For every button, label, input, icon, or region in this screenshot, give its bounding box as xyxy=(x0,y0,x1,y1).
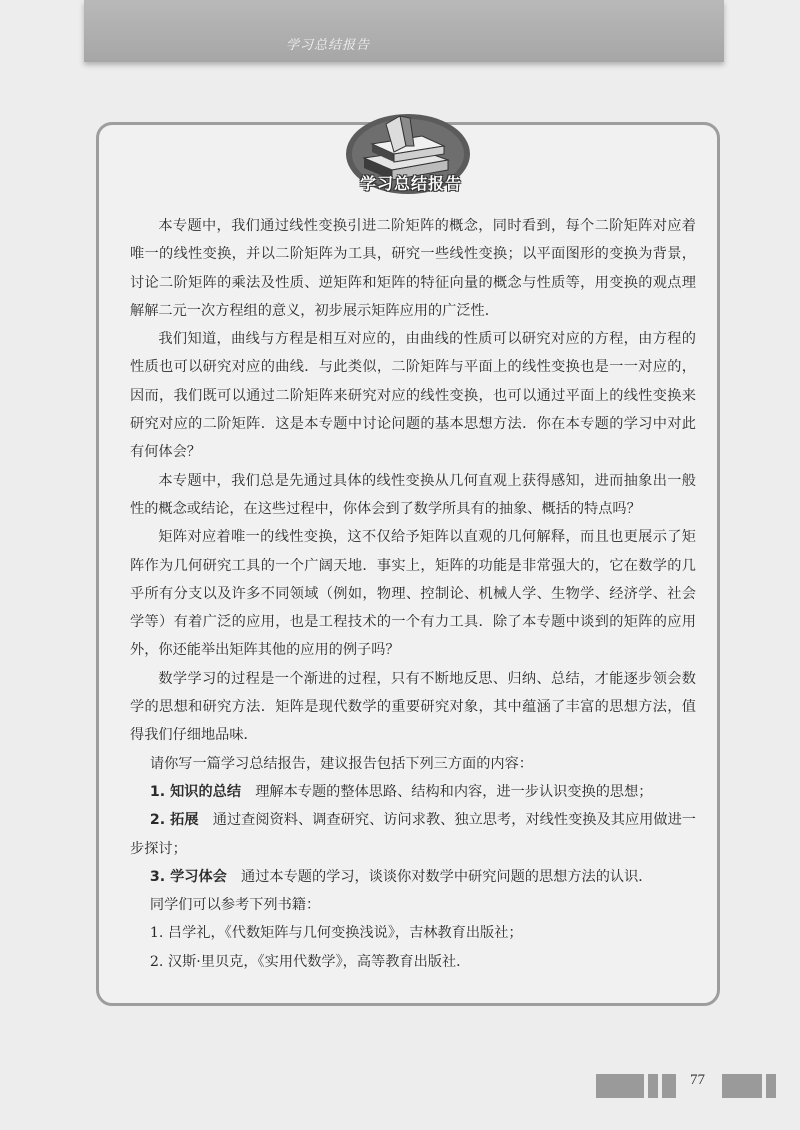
running-header-band xyxy=(84,0,724,62)
references-intro: 同学们可以参考下列书籍： xyxy=(149,897,321,914)
item-text: 理解本专题的整体思路、结构和内容，进一步认识变换的思想； xyxy=(255,783,653,800)
paragraph-intro: 本专题中，我们通过线性变换引进二阶矩阵的概念，同时看到，每个二阶矩阵对应着唯一的线性变换，并以二阶矩阵为工具，研究一些线性变换；以平面图形的变换为背景，讨论二阶矩阵的乘法及性质、逆矩阵和矩阵的特征向量的概念与性质等，用变换的观点理解解二元一次方程组的意义，初步展示矩阵应用的广泛性． xyxy=(130,218,696,319)
footer-bar xyxy=(766,1074,776,1098)
item-heading: 2. 拓展 xyxy=(149,812,199,829)
reference-item: 2. 汉斯·里贝克，《实用代数学》，高等教育出版社． xyxy=(149,953,471,970)
page-number: 77 xyxy=(690,1072,705,1088)
paragraph-assignment: 请你写一篇学习总结报告，建议报告包括下列三方面的内容： xyxy=(149,755,533,772)
list-item xyxy=(130,778,696,806)
paragraph-applications: 矩阵对应着唯一的线性变换，这不仅给予矩阵以直观的几何解释，而且也更展示了矩阵作为几何研究工具的一个广阔天地．事实上，矩阵的功能是非常强大的，它在数学的几乎所有分支以及许多不同领域（例如，物理、控制论、机械人学、生物学、经济学、社会学等）有着广泛的应用，也是工程技术的一个有力工具．除了本专题中谈到的矩阵的应用外，你还能举出矩阵其他的应用的例子吗？ xyxy=(130,529,696,659)
footer-bar xyxy=(722,1074,762,1098)
list-item xyxy=(130,863,696,891)
footer-bar xyxy=(596,1074,644,1098)
reference-item: 1. 吕学礼，《代数矩阵与几何变换浅说》，吉林教育出版社； xyxy=(149,925,523,942)
footer-bar xyxy=(662,1074,676,1098)
list-item xyxy=(130,806,696,863)
paragraph-learning-process: 数学学习的过程是一个渐进的过程，只有不断地反思、归纳、总结，才能逐步领会数学的思想和研究方法．矩阵是现代数学的重要研究对象，其中蕴涵了丰富的思想方法，值得我们仔细地品味． xyxy=(130,670,696,744)
footer-bar xyxy=(648,1074,658,1098)
running-header-title: 学习总结报告 xyxy=(286,38,371,53)
item-heading: 3. 学习体会 xyxy=(149,868,227,885)
paragraph-correspondence: 我们知道，曲线与方程是相互对应的，由曲线的性质可以研究对应的方程，由方程的性质也可以研究对应的曲线．与此类似，二阶矩阵与平面上的线性变换也是一一对应的，因而，我们既可以通过二阶矩阵来研究对应的线性变换，也可以通过平面上的线性变换来研究对应的二阶矩阵．这是本专题中讨论问题的基本思想方法．你在本专题的学习中对此有何体会？ xyxy=(130,331,696,461)
section-title: 学习总结报告 xyxy=(359,174,462,193)
paragraph-abstraction: 本专题中，我们总是先通过具体的线性变换从几何直观上获得感知，进而抽象出一般性的概念或结论，在这些过程中，你体会到了数学所具有的抽象、概括的特点吗？ xyxy=(130,472,696,517)
item-heading: 1. 知识的总结 xyxy=(149,783,242,800)
item-text: 通过本专题的学习，谈谈你对数学中研究问题的思想方法的认识． xyxy=(241,868,653,885)
report-body xyxy=(130,212,696,976)
item-text: 通过查阅资料、调查研究、访问求教、独立思考，对线性变换及其应用做进一步探讨； xyxy=(130,812,696,857)
